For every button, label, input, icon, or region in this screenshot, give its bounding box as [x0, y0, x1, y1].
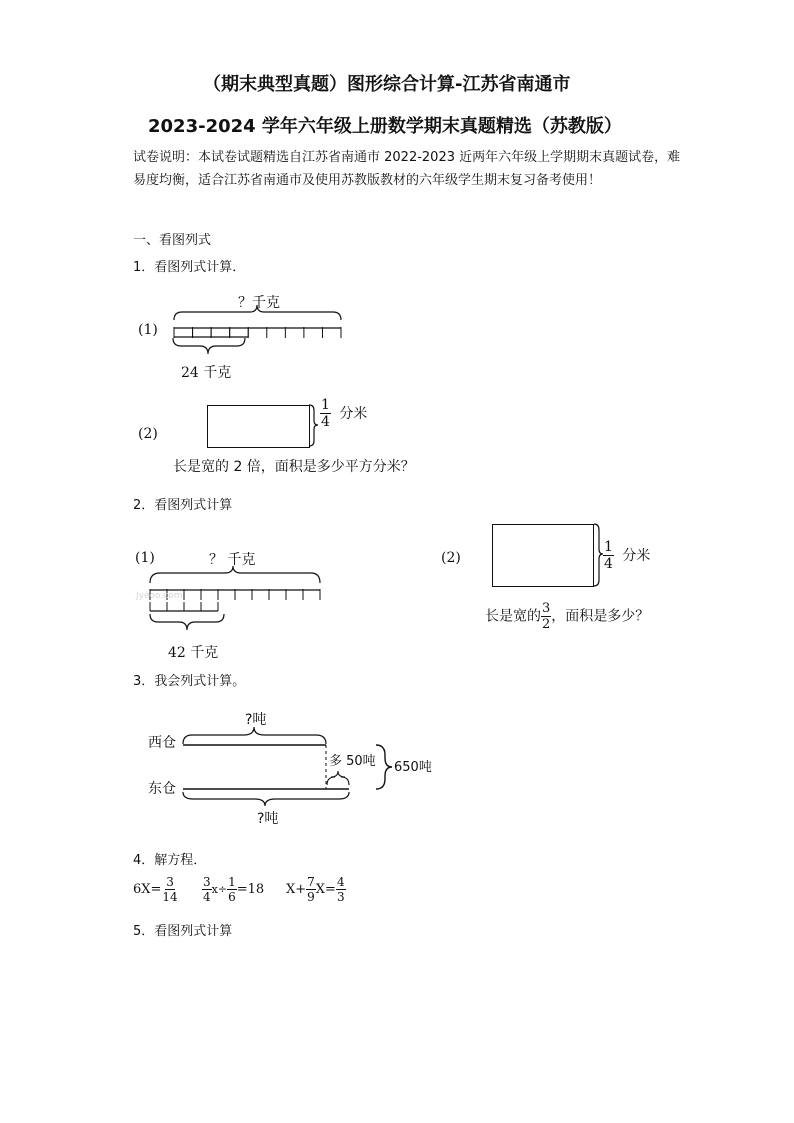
equation-3	[286, 876, 346, 903]
eq2-rhs: =18	[236, 882, 265, 897]
q3-top-brace	[183, 727, 326, 744]
eq3-numerator-1: 7	[307, 875, 315, 889]
q2-question-numerator: 3	[542, 601, 551, 616]
q1-part2-index: (2)	[138, 426, 158, 442]
q1-part1-bottom-label: 24 千克	[181, 365, 232, 381]
eq2-denominator-1: 4	[203, 890, 211, 904]
q2-question-after: ，面积是多少？	[551, 608, 650, 625]
eq2-denominator-2: 6	[228, 890, 236, 904]
q2-side-denominator: 4	[604, 556, 613, 572]
q3-diff-brace	[327, 771, 349, 785]
eq1-denominator: 14	[162, 890, 178, 904]
question-4-stem: 4．解方程．	[133, 853, 207, 868]
q2-side-unit: 分米	[622, 547, 651, 564]
q1-side-denominator: 4	[321, 414, 330, 430]
q2-part1-index: (1)	[135, 550, 155, 566]
question-3-stem: 3．我会列式计算。	[133, 674, 246, 689]
q3-total-label: 650吨	[394, 760, 432, 775]
question-2-stem: 2．看图列式计算	[133, 498, 233, 513]
q2-watermark: Jyeoo.com	[136, 591, 183, 601]
q3-west-label: 西仓	[148, 735, 176, 751]
question-1-stem: 1．看图列式计算．	[133, 260, 246, 275]
q3-total-brace	[376, 745, 392, 789]
q1-side-numerator: 1	[321, 397, 330, 413]
eq3-lhs: X+	[286, 882, 307, 897]
question-5-stem: 5．看图列式计算	[133, 924, 233, 939]
eq3-denominator-1: 9	[307, 890, 315, 904]
q3-bottom-label: ?吨	[257, 811, 279, 827]
section-heading: 一、看图列式	[133, 233, 212, 248]
eq3-mid: X=	[315, 882, 336, 897]
q3-east-label: 东仓	[148, 781, 176, 797]
eq2-mid: x÷	[211, 883, 228, 896]
eq1-numerator: 3	[166, 875, 174, 889]
q2-question-denominator: 2	[542, 617, 551, 632]
eq2-numerator-2: 1	[228, 875, 236, 889]
q2-part1-top-label: ？ 千克	[209, 552, 256, 568]
q1-part2-question: 长是宽的 2 倍，面积是多少平方分米？	[173, 459, 415, 475]
page-subtitle: 2023-2024 学年六年级上册数学期末真题精选（苏教版）	[148, 116, 622, 137]
q3-bottom-brace	[183, 792, 349, 806]
q3-top-label: ?吨	[245, 712, 267, 728]
q2-question-before: 长是宽的	[485, 608, 541, 625]
equation-2	[202, 876, 264, 903]
q2-side-numerator: 1	[604, 539, 613, 555]
equation-1	[133, 876, 179, 903]
q1-side-unit: 分米	[339, 405, 368, 422]
eq2-numerator-1: 3	[203, 875, 211, 889]
page-title: （期末典型真题）图形综合计算-江苏省南通市	[203, 74, 571, 95]
q2-part2-index: (2)	[441, 550, 461, 566]
q2-part1-bottom-label: 42 千克	[168, 645, 219, 661]
eq3-numerator-2: 4	[336, 875, 345, 889]
q3-diff-label: 多 50吨	[329, 754, 376, 769]
eq1-lhs: 6X=	[133, 882, 162, 897]
q1-part1-top-label: ？千克	[238, 295, 280, 311]
eq3-denominator-2: 3	[336, 890, 345, 904]
q1-part1-index: (1)	[138, 322, 158, 338]
exam-description: 试卷说明：本试卷试题精选自江苏省南通市 2022-2023 近两年六年级上学期期末真题试卷，难易度均衡，适合江苏省南通市及使用苏教版教材的六年级学生期末复习备考使用！	[133, 150, 681, 188]
